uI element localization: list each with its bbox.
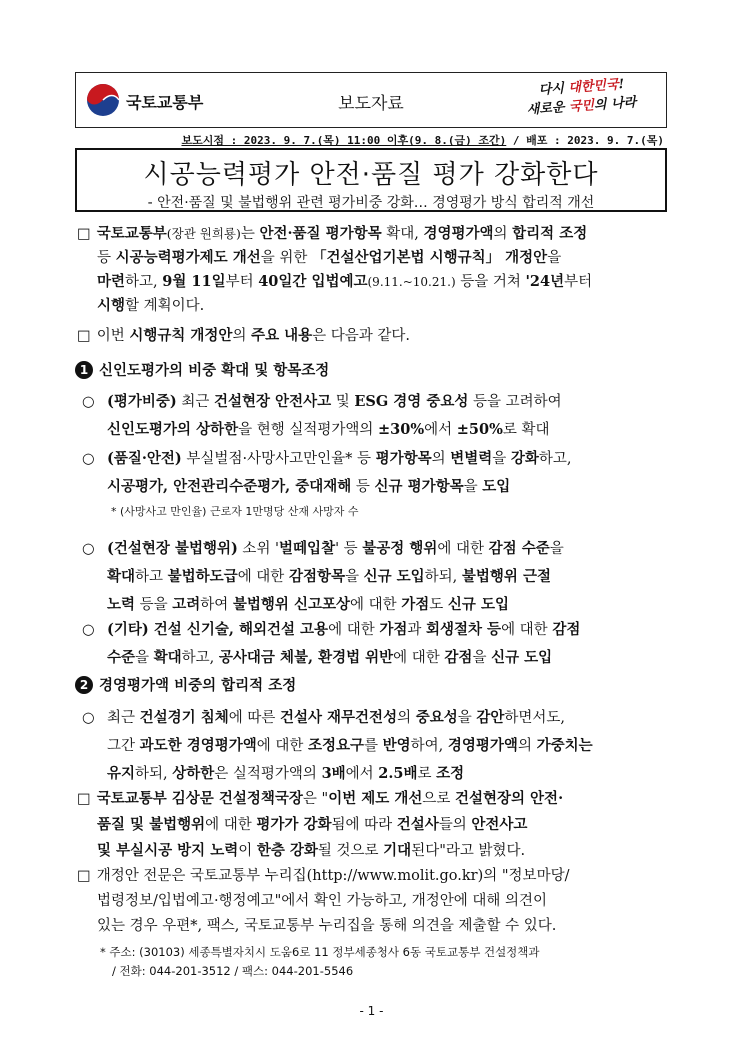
title-box	[75, 148, 667, 212]
distribution-date: / 배포 : 2023. 9. 7.(목)	[506, 134, 664, 147]
circle-bullet: ○	[82, 541, 95, 557]
item-illegal-acts: (건설현장 불법행위) 소위 '벌떼입찰' 등 불공정 행위에 대한 감점 수준을 확대하고 불법하도급에 대한 감점항목을 신규 도입하되, 불법행위 근절 노력 등을 고려하여 불법행위 신고포상에 대한 가점도 신규 도입	[107, 540, 564, 613]
p1-line-1: □ 국토교통부(장관 원희룡)는 안전·품질 평가항목 확대, 경영평가액의 합리적 조정	[77, 225, 588, 242]
paragraph-2: □ 이번 시행규칙 개정안의 주요 내용은 다음과 같다.	[77, 327, 411, 344]
page-subtitle: - 안전·품질 및 불법행위 관련 평가비중 강화… 경영평가 방식 합리적 개선	[147, 195, 595, 211]
footnote-address: * 주소: (30103) 세종특별자치시 도움6로 11 정부세종청사 6동 국토교통부 건설정책과	[100, 945, 540, 959]
page-number: - 1 -	[359, 1004, 384, 1018]
item-quality-safety: (품질·안전) 부실벌점·사망사고만인율* 등 평가항목의 변별력을 강화하고, 시공평가, 안전관리수준평가, 중대재해 등 신규 평가항목을 도입	[107, 450, 572, 495]
section-number-1: 1	[75, 361, 93, 379]
paragraph-3: □ 국토교통부 김상문 건설정책국장은 "이번 제도 개선으로 건설현장의 안전· 품질 및 불법행위에 대한 평가가 강화됨에 따라 건설사들의 안전사고 및 부실시공 방지 노력이 한층 강화될 것으로 기대된다"라고 밝혔다.	[77, 790, 564, 859]
circle-bullet: ○	[82, 394, 95, 410]
section-number-2: 2	[75, 676, 93, 694]
footnote-contact: / 전화: 044-201-3512 / 팩스: 044-201-5546	[112, 964, 354, 978]
doc-type-label: 보도자료	[338, 94, 404, 114]
paragraph-4: □ 개정안 전문은 국토교통부 누리집(http://www.molit.go.kr)의 "정보마당/ 법령정보/입법예고·행정예고"에서 확인 가능하고, 개정안에 대해 의견이 있는 경우 우편*, 팩스, 국토교통부 누리집을 통해 의견을 제출할 수 있다.	[77, 868, 570, 934]
slogan-line-1: 다시 대한민국!	[538, 77, 625, 98]
ministry-name: 국토교통부	[126, 93, 204, 112]
slogan	[509, 78, 654, 124]
p1-line-3: 마련하고, 9월 11일부터 40일간 입법예고(9.11.~10.21.) 등을 거쳐 '24년부터	[97, 273, 593, 290]
square-bullet: □	[77, 791, 91, 807]
slogan-line-2: 새로운 국민의 나라	[526, 95, 637, 118]
footnote-fatality-rate: * (사망사고 만인율) 근로자 1만명당 산재 사망자 수	[111, 505, 359, 518]
release-time: 보도시점 : 2023. 9. 7.(목) 11:00 이후(9. 8.(금) 조간)	[181, 134, 507, 147]
circle-bullet: ○	[82, 451, 95, 467]
item-evaluation-weight: (평가비중) 최근 건설현장 안전사고 및 ESG 경영 중요성 등을 고려하여 신인도평가의 상하한을 현행 실적평가액의 ±30%에서 ±50%로 확대	[107, 393, 562, 438]
section-heading-2: 2 경영평가액 비중의 합리적 조정	[75, 674, 296, 695]
item-management-eval: 최근 건설경기 침체에 따른 건설사 재무건전성의 중요성을 감안하면서도, 그간 과도한 경영평가액에 대한 조정요구를 반영하여, 경영평가액의 가중치는 유지하되, 상하한은 실적평가액의 3배에서 2.5배로 조정	[107, 709, 593, 782]
release-info	[181, 132, 664, 148]
circle-bullet: ○	[82, 622, 95, 638]
page-title: 시공능력평가 안전·품질 평가 강화한다	[143, 160, 599, 190]
item-other: (기타) 건설 신기술, 해외건설 고용에 대한 가점과 회생절차 등에 대한 감점 수준을 확대하고, 공사대금 체불, 환경법 위반에 대한 감점을 신규 도입	[107, 621, 581, 666]
p1-line-4: 시행할 계획이다.	[97, 297, 205, 314]
square-bullet: □	[77, 226, 91, 242]
square-bullet: □	[77, 868, 91, 884]
square-bullet: □	[77, 328, 91, 344]
paragraph-1	[77, 222, 677, 318]
circle-bullet: ○	[82, 710, 95, 726]
header-box	[75, 72, 667, 128]
p1-line-2: 등 시공능력평가제도 개선을 위한 「건설산업기본법 시행규칙」 개정안을	[97, 249, 562, 266]
section-heading-1: 1 신인도평가의 비중 확대 및 항목조정	[75, 359, 329, 380]
